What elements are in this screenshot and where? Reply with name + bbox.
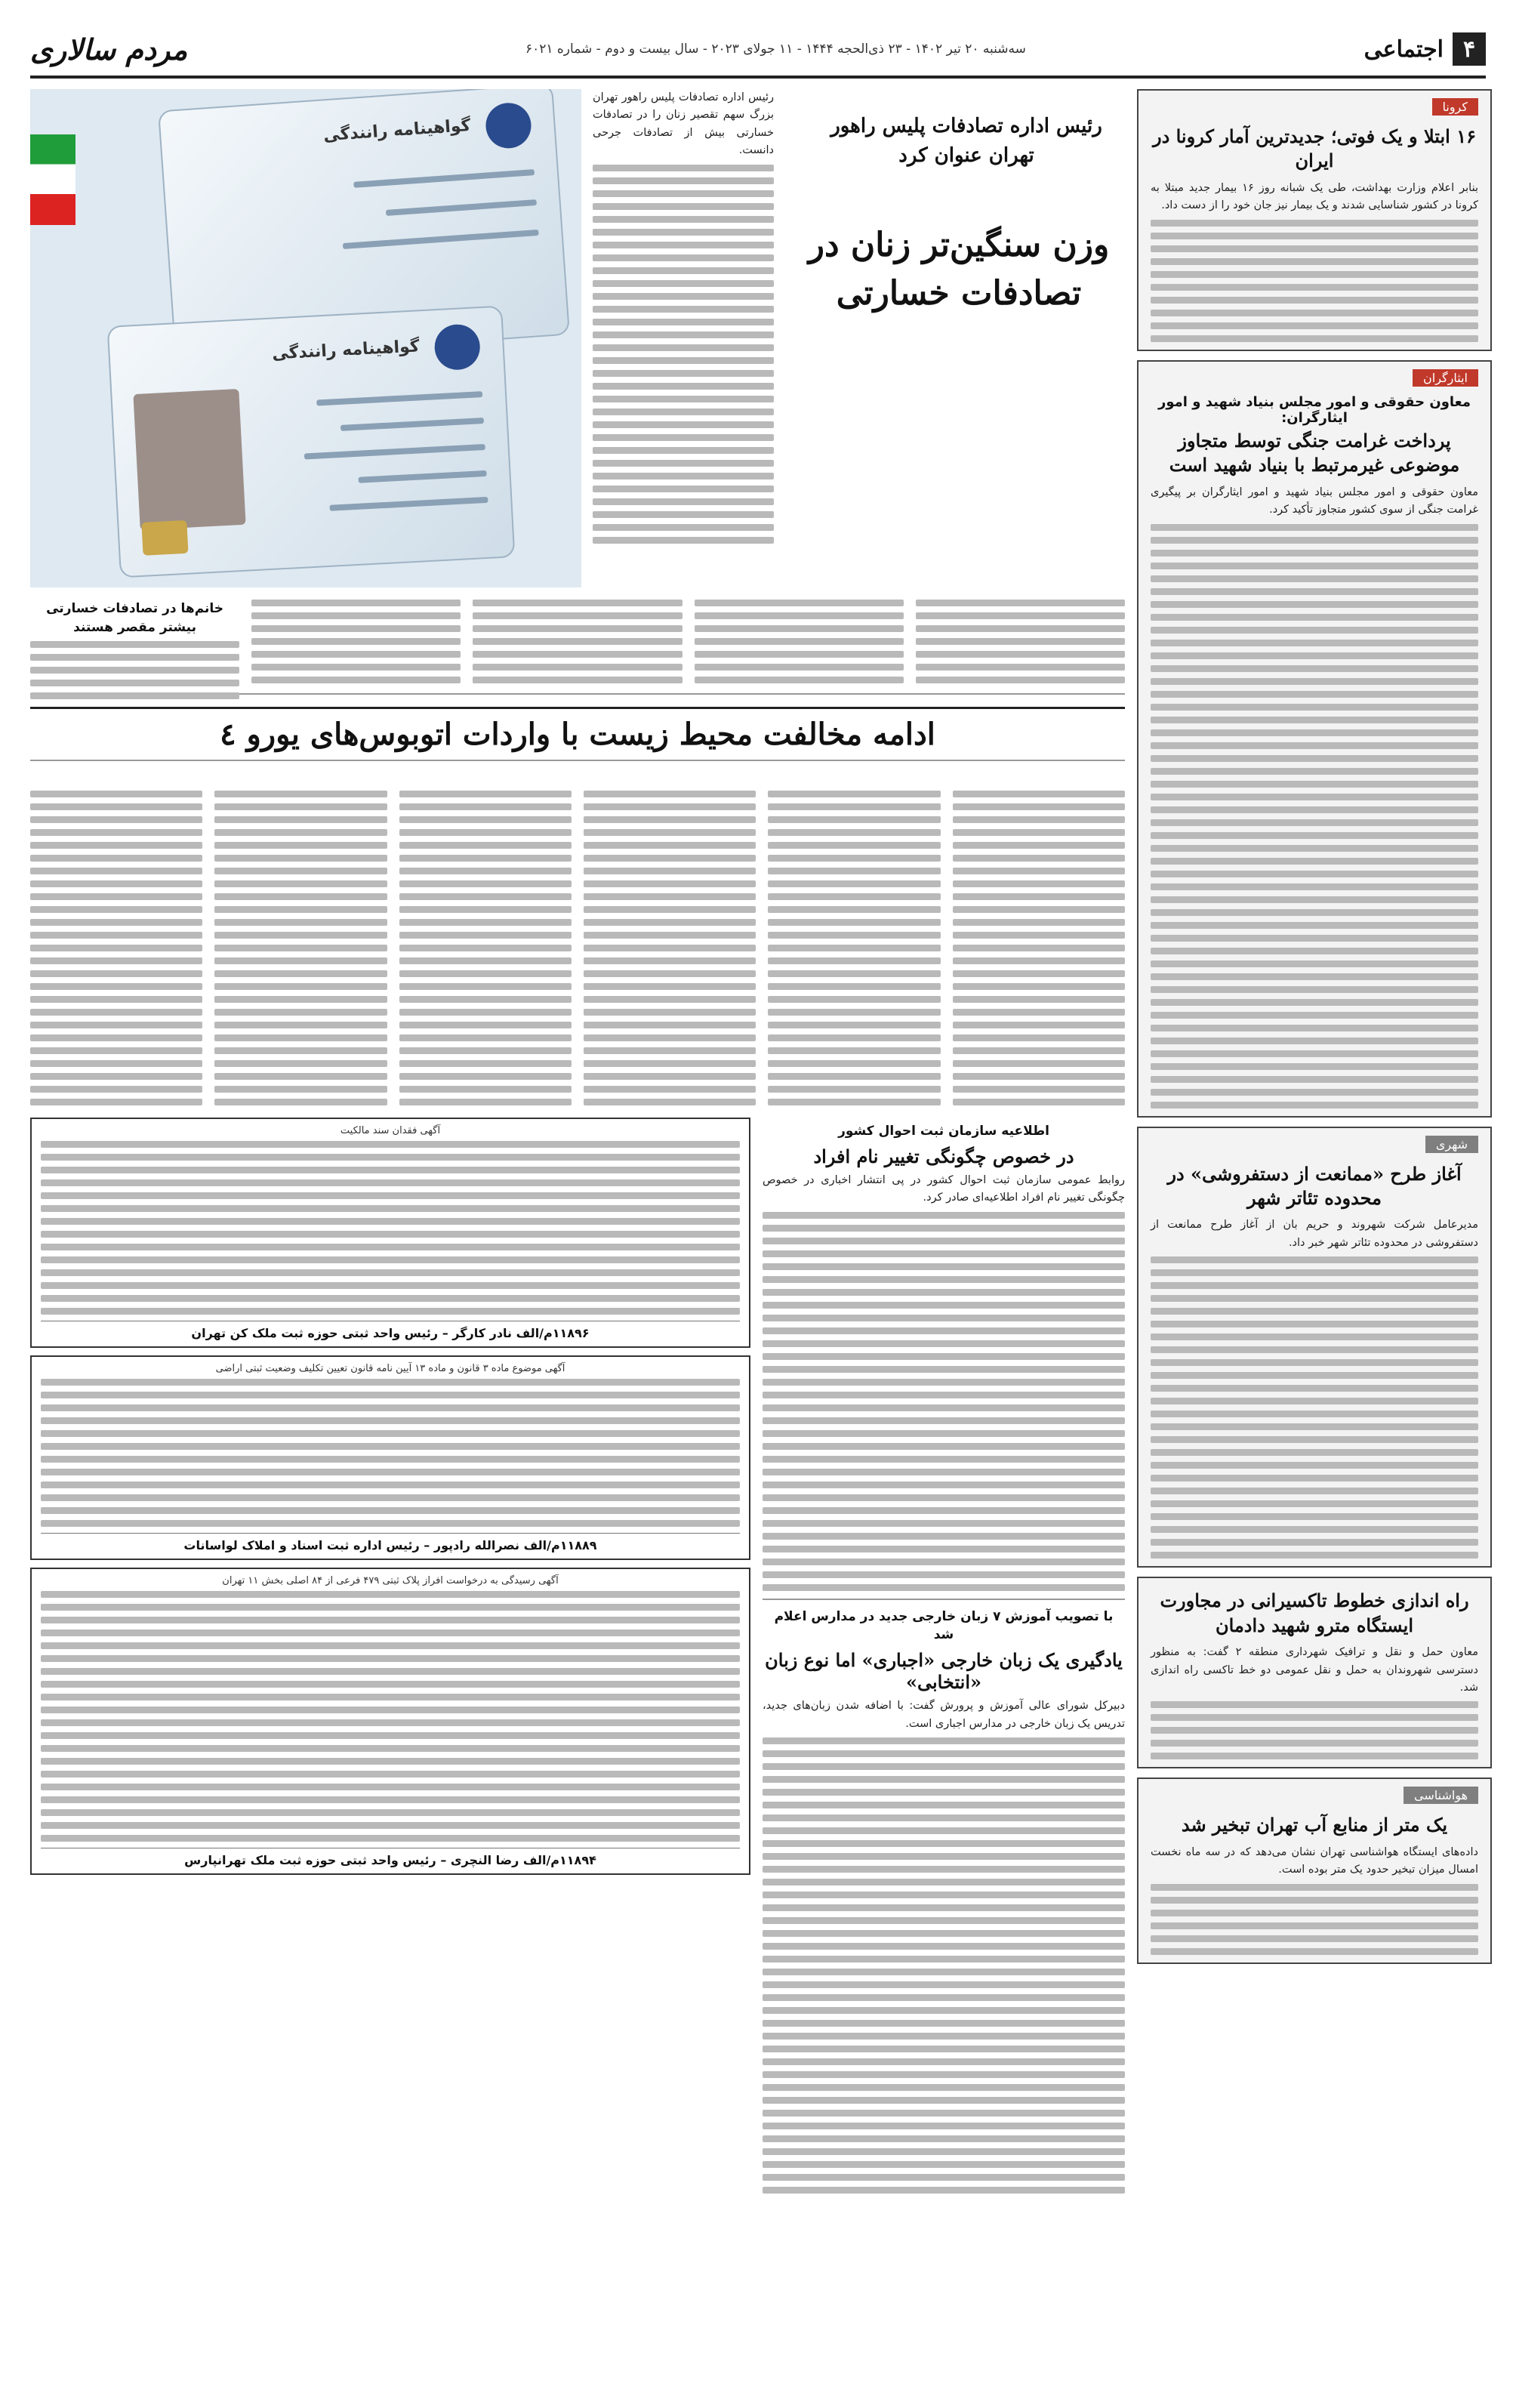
notice-title: در خصوص چگونگی تغییر نام افراد <box>813 1145 1074 1167</box>
dateline: سه‌شنبه ۲۰ تیر ۱۴۰۲ - ۲۳ ذی‌الحجه ۱۴۴۴ - ۱۱ جولای ۲۰۲۳ - سال بیست و دوم - شماره ۶۰۲۱ <box>525 42 1026 57</box>
category-tag: شهری <box>1425 1136 1478 1153</box>
news-box-weather <box>1137 1777 1492 1963</box>
news-title: یک متر از منابع آب تهران تبخیر شد <box>1181 1814 1448 1836</box>
right-news-column <box>1137 89 1492 2385</box>
feature-body-col <box>251 595 461 699</box>
category-tag: کرونا <box>1432 98 1479 116</box>
article-col <box>214 791 387 1105</box>
feature-lead: رئیس اداره تصادفات پلیس راهور تهران بزرگ سهم تقصیر زنان را در تصادفات خسارتی بیش از تصادفات جرحی دانست. <box>593 91 774 157</box>
news-lead: داده‌های ایستگاه هواشناسی تهران نشان می‌دهد که در سه ماه نخست امسال میزان تبخیر حدود یک متر بوده است. <box>1151 1845 1478 1876</box>
body-text-lines <box>1151 1701 1478 1759</box>
body-text-lines <box>763 1737 1125 2194</box>
notices-column <box>763 1118 1125 2194</box>
news-box-corona <box>1137 89 1492 351</box>
article-col <box>399 791 572 1105</box>
body-text-lines <box>1151 220 1478 342</box>
news-title: ۱۶ ابتلا و یک فوتی؛ جدیدترین آمار کرونا در ایران <box>1152 125 1476 172</box>
news-box-urban <box>1137 1127 1492 1568</box>
news-kicker: معاون حقوقی و امور مجلس بنیاد شهید و امور ایثارگران: <box>1158 393 1471 426</box>
body-text-lines <box>763 1212 1125 1591</box>
notice-title: یادگیری یک زبان خارجی «اجباری» اما نوع زبان «انتخابی» <box>765 1649 1123 1694</box>
section-number: ۴ <box>1453 32 1486 66</box>
feature-body-columns <box>30 595 1125 699</box>
body-text-lines <box>1151 524 1478 1108</box>
legal-notice-header: آگهی موضوع ماده ۳ قانون و ماده ۱۳ آیین نامه قانون تعیین تکلیف وضعیت ثبتی اراضی <box>215 1363 565 1375</box>
feature-body-col <box>30 595 239 699</box>
legal-notices-column <box>30 1118 750 2194</box>
body-text-lines <box>1151 1884 1478 1955</box>
category-tag: ایثارگران <box>1413 369 1478 387</box>
card-title: گواهینامه رانندگی <box>322 116 472 146</box>
feature-body-col <box>916 595 1125 699</box>
license-card-front <box>107 306 516 578</box>
main-area <box>30 89 1125 2194</box>
emblem-icon <box>484 101 532 150</box>
news-lead: معاون حمل و نقل و ترافیک شهرداری منطقه ۲ گفت: به منظور دسترسی شهروندان به حمل و نقل عمومی دو خط تاکسی راه اندازی شد. <box>1151 1646 1478 1694</box>
feature-subhead: خانم‌ها در تصادفات خسارتی بیشتر مقصر هستند <box>46 601 224 635</box>
notice-lead: دبیرکل شورای عالی آموزش و پرورش گفت: با اضافه شدن زبان‌های جدید، تدریس یک زبان خارجی در مدارس اجباری است. <box>763 1700 1125 1730</box>
article-col <box>30 791 202 1105</box>
feature-body-col <box>695 595 904 699</box>
news-lead: بنابر اعلام وزارت بهداشت، طی یک شبانه روز ۱۶ بیمار جدید مبتلا به کرونا در کشور شناسایی شدند و یک بیمار نیز جان خود را از دست داد. <box>1151 181 1478 212</box>
body-text-lines <box>593 165 774 544</box>
body-text-lines <box>1151 1256 1478 1559</box>
news-box-veterans <box>1137 360 1492 1118</box>
news-box-taxi <box>1137 1577 1492 1768</box>
blurred-portrait <box>133 389 245 530</box>
chip-icon <box>141 520 188 556</box>
legal-notice-header: آگهی فقدان سند مالکیت <box>340 1125 441 1137</box>
news-lead: معاون حقوقی و امور مجلس بنیاد شهید و امور ایثارگران بر پیگیری غرامت جنگی از سوی کشور متجاوز تأکید کرد. <box>1151 486 1478 516</box>
notice-kicker: اطلاعیه سازمان ثبت احوال کشور <box>838 1124 1049 1139</box>
legal-notice <box>30 1355 750 1560</box>
feature-story <box>30 89 1125 695</box>
news-lead: مدیرعامل شرکت شهروند و حریم بان از آغاز طرح ممانعت از دستفروشی در محدوده تئاتر شهر خبر داد. <box>1151 1219 1478 1249</box>
legal-notice-header: آگهی رسیدگی به درخواست افراز پلاک ثبتی ۴۷۹ فرعی از ۸۴ اصلی بخش ۱۱ تهران <box>222 1575 559 1587</box>
card-title: گواهینامه رانندگی <box>271 337 421 364</box>
emblem-icon <box>433 323 481 371</box>
notice-kicker: با تصویب آموزش ۷ زبان خارجی جدید در مدارس اعلام شد <box>774 1608 1114 1643</box>
notice-lead: روابط عمومی سازمان ثبت احوال کشور در پی انتشار اخباری در خصوص چگونگی تغییر نام افراد اطلاعیه‌ای صادر کرد. <box>763 1173 1125 1204</box>
section-name: اجتماعی <box>1363 35 1444 63</box>
feature-intro-column <box>593 89 774 544</box>
flag-icon <box>30 134 75 225</box>
legal-notice-signature: ۱۱۸۹۶م/الف نادر کارگر – رئیس واحد ثبتی حوزه ثبت ملک کن تهران <box>41 1321 740 1340</box>
article-col <box>584 791 756 1105</box>
news-title: آغاز طرح «ممانعت از دستفروشی» در محدوده تئاتر شهر <box>1167 1162 1462 1209</box>
article-col <box>768 791 940 1105</box>
category-tag: هواشناسی <box>1404 1787 1478 1804</box>
feature-kicker: رئیس اداره تصادفات پلیس راهور تهران عنوان کرد <box>830 115 1102 167</box>
legal-notice <box>30 1568 750 1875</box>
environment-article-columns <box>30 786 1125 1105</box>
news-title: پرداخت غرامت جنگی توسط متجاوز موضوعی غیرمرتبط با بنیاد شهید است <box>1169 429 1460 476</box>
newspaper-logo: مردم سالاری <box>30 32 188 66</box>
legal-notice <box>30 1118 750 1348</box>
lower-section <box>30 1118 1125 2194</box>
feature-body-col <box>473 595 682 699</box>
driving-license-photo <box>30 89 581 587</box>
feature-headline: وزن سنگین‌تر زنان در تصادفات خسارتی <box>808 226 1110 313</box>
article-col <box>953 791 1125 1105</box>
news-title: راه اندازی خطوط تاکسیرانی در مجاورت ایستگاه مترو شهید دادمان <box>1160 1589 1469 1636</box>
section-badge <box>1364 32 1486 66</box>
environment-headline: ادامه مخالفت محیط زیست با واردات اتوبوس‌های یورو ٤ <box>30 707 1125 761</box>
legal-notice-signature: ۱۱۸۹۴م/الف رضا النچری – رئیس واحد ثبتی حوزه ثبت ملک تهرانپارس <box>41 1848 740 1867</box>
masthead <box>30 23 1486 79</box>
legal-notice-signature: ۱۱۸۸۹م/الف نصرالله رادپور – رئیس اداره ثبت اسناد و املاک لواسانات <box>41 1533 740 1552</box>
